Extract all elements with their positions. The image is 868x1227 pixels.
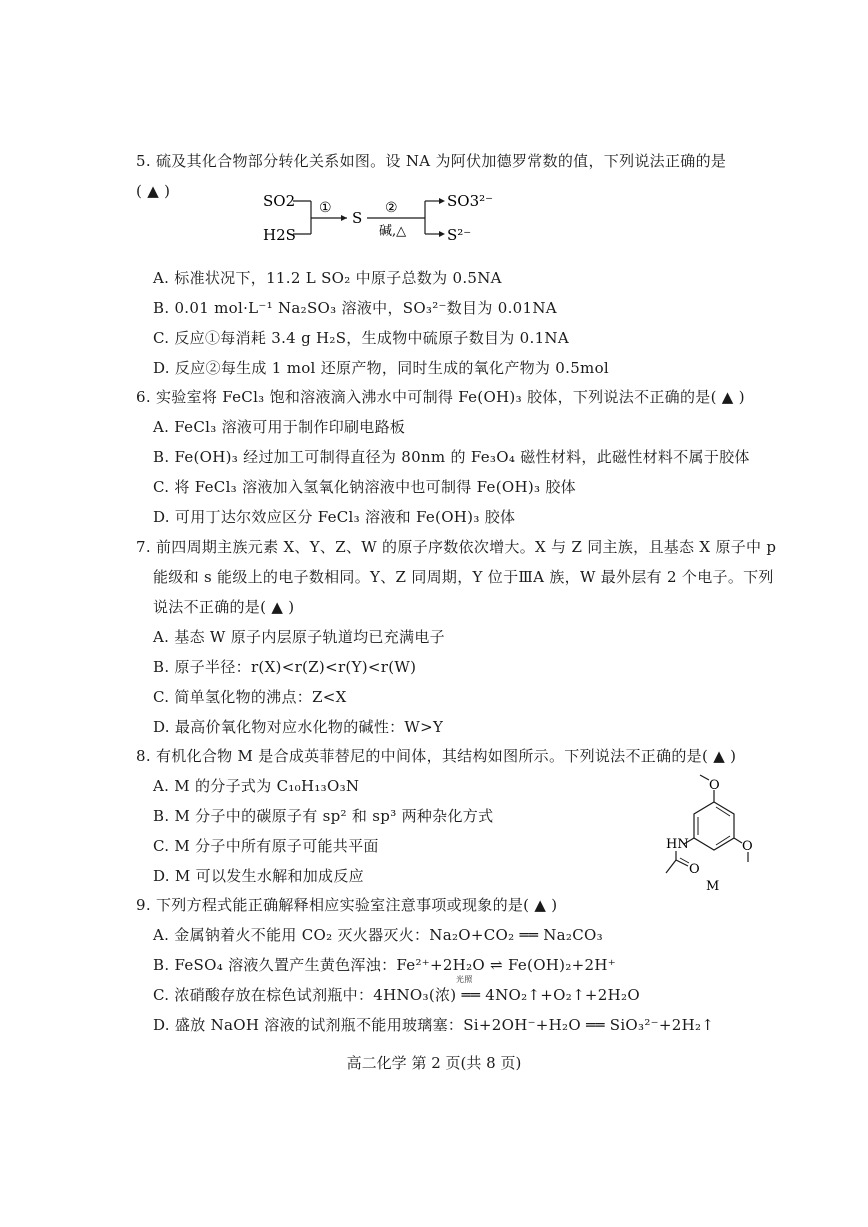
q9-option-b: B. FeSO₄ 溶液久置产生黄色浑浊：Fe²⁺+2H₂O ⇌ Fe(OH)₂+2H⁺	[153, 956, 616, 974]
scheme-step2: ②	[385, 200, 398, 216]
scheme-s2: S²⁻	[447, 226, 472, 244]
scheme-so2: SO2	[263, 192, 296, 210]
q6-option-d: D. 可用丁达尔效应区分 FeCl₃ 溶液和 Fe(OH)₃ 胶体	[153, 508, 516, 526]
q8-option-a: A. M 的分子式为 C₁₀H₁₃O₃N	[153, 777, 360, 795]
q5-option-d: D. 反应②每生成 1 mol 还原产物，同时生成的氧化产物为 0.5mol	[153, 359, 610, 377]
scheme-h2s: H2S	[263, 226, 296, 244]
scheme-condition: 碱,△	[379, 224, 407, 239]
question-7-stem: 7. 前四周期主族元素 X、Y、Z、W 的原子序数依次增大。X 与 Z 同主族，且基态 X 原子中 p	[136, 538, 777, 556]
mol-o-top: O	[709, 778, 720, 793]
question-7-stem-2: 能级和 s 能级上的电子数相同。Y、Z 同周期，Y 位于ⅢA 族，W 最外层有 2 个电子。下列	[153, 568, 774, 586]
page-footer: 高二化学 第 2 页(共 8 页)	[346, 1054, 522, 1072]
q9-option-c: C. 浓硝酸存放在棕色试剂瓶中：4HNO₃(浓) ══ 4NO₂↑+O₂↑+2H₂O	[153, 986, 640, 1004]
question-5-stem: 5. 硫及其化合物部分转化关系如图。设 NA 为阿伏加德罗常数的值，下列说法正确的是	[136, 152, 727, 170]
sulfur-conversion-scheme	[255, 188, 505, 246]
q5-option-c: C. 反应①每消耗 3.4 g H₂S，生成物中硫原子数目为 0.1NA	[153, 329, 569, 347]
q7-option-b: B. 原子半径：r(X)<r(Z)<r(Y)<r(W)	[153, 658, 417, 676]
scheme-s: S	[352, 209, 363, 227]
question-8-stem: 8. 有机化合物 M 是合成英菲替尼的中间体，其结构如图所示。下列说法不正确的是( ▲ )	[136, 747, 737, 765]
question-6-stem: 6. 实验室将 FeCl₃ 饱和溶液滴入沸水中可制得 Fe(OH)₃ 胶体，下列说法不正确的是( ▲ )	[136, 388, 745, 406]
q8-option-d: D. M 可以发生水解和加成反应	[153, 867, 364, 885]
q7-option-a: A. 基态 W 原子内层原子轨道均已充满电子	[153, 628, 445, 646]
question-9-stem: 9. 下列方程式能正确解释相应实验室注意事项或现象的是( ▲ )	[136, 896, 558, 914]
molecule-m-structure	[660, 772, 770, 897]
question-7-stem-3: 说法不正确的是( ▲ )	[153, 598, 295, 616]
q5-option-b: B. 0.01 mol·L⁻¹ Na₂SO₃ 溶液中，SO₃²⁻数目为 0.01NA	[153, 299, 557, 317]
q7-option-d: D. 最高价氧化物对应水化物的碱性：W>Y	[153, 718, 444, 736]
mol-label: M	[706, 879, 720, 894]
q8-option-c: C. M 分子中所有原子可能共平面	[153, 837, 379, 855]
mol-nh: HN	[666, 837, 689, 852]
q7-option-c: C. 简单氢化物的沸点：Z<X	[153, 688, 347, 706]
light-condition: 光照	[456, 975, 473, 984]
q8-option-b: B. M 分子中的碳原子有 sp² 和 sp³ 两种杂化方式	[153, 807, 494, 825]
q5-option-a: A. 标准状况下，11.2 L SO₂ 中原子总数为 0.5NA	[153, 269, 502, 287]
q9-option-a: A. 金属钠着火不能用 CO₂ 灭火器灭火：Na₂O+CO₂ ══ Na₂CO₃	[153, 926, 603, 944]
mol-o-carbonyl: O	[689, 862, 700, 877]
scheme-step1: ①	[319, 200, 332, 216]
q6-option-c: C. 将 FeCl₃ 溶液加入氢氧化钠溶液中也可制得 Fe(OH)₃ 胶体	[153, 478, 576, 496]
scheme-so3: SO3²⁻	[447, 192, 494, 210]
mol-o-right: O	[742, 839, 753, 854]
q9-option-d: D. 盛放 NaOH 溶液的试剂瓶不能用玻璃塞：Si+2OH⁻+H₂O ══ SiO₃²⁻+2H₂↑	[153, 1016, 715, 1034]
question-5-answer-slot: ( ▲ )	[136, 182, 171, 200]
q6-option-b: B. Fe(OH)₃ 经过加工可制得直径为 80nm 的 Fe₃O₄ 磁性材料，此磁性材料不属于胶体	[153, 448, 750, 466]
q6-option-a: A. FeCl₃ 溶液可用于制作印刷电路板	[153, 418, 406, 436]
